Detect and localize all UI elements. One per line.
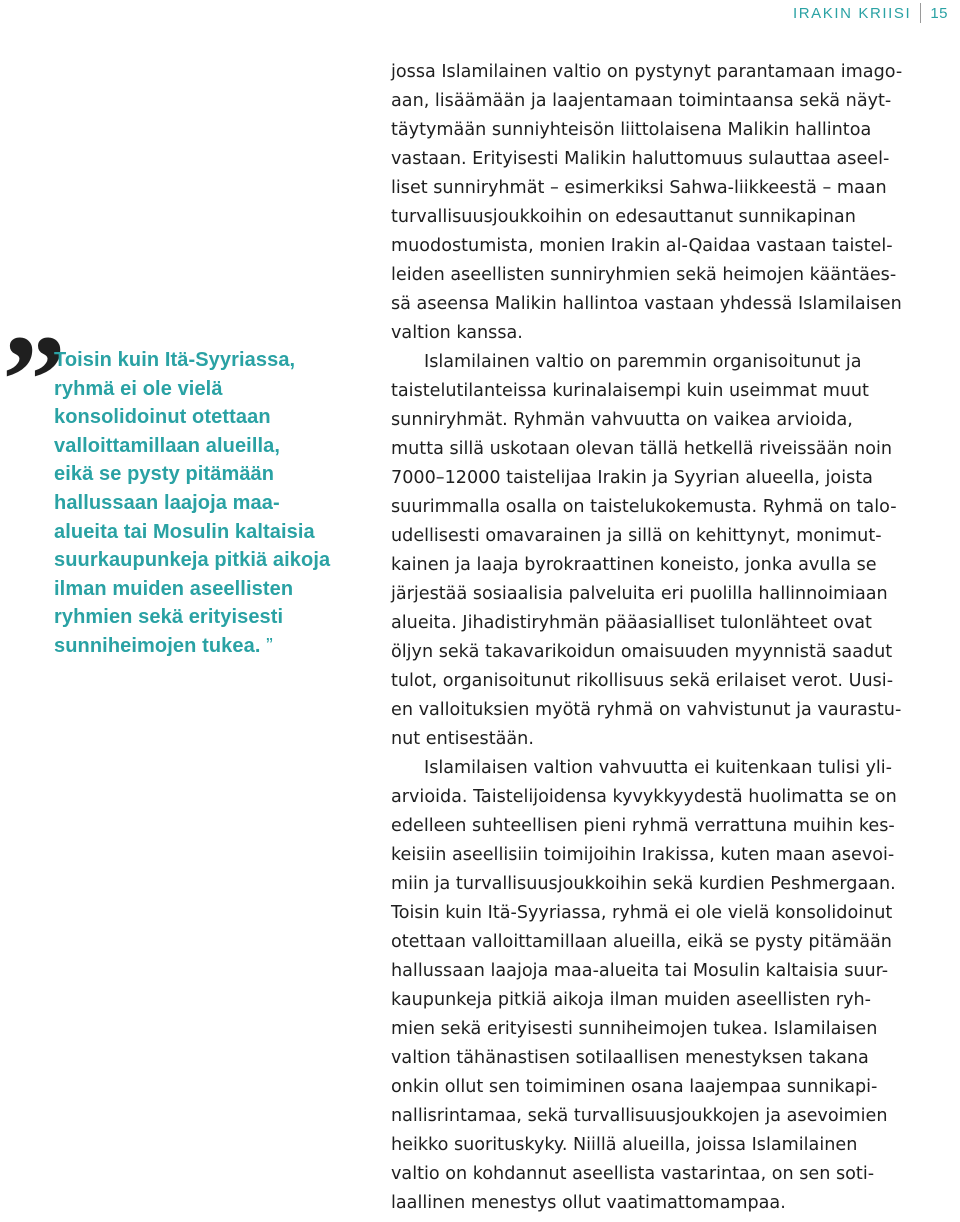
closing-quote-mark: ” xyxy=(266,634,273,657)
body-line: mien sekä erityisesti sunniheimojen tukea. Islamilaisen xyxy=(391,1019,878,1039)
body-line: nut entisestään. xyxy=(391,729,534,749)
pull-quote-line: hallussaan laajoja maa- xyxy=(54,491,280,514)
pull-quote-line: ilman muiden aseellisten xyxy=(54,577,294,600)
body-line: järjestää sosiaalisia palveluita eri puolilla hallinnoimiaan xyxy=(391,584,888,604)
body-line: valtio on kohdannut aseellista vastarintaa, on sen soti- xyxy=(391,1164,875,1184)
body-line: leiden aseellisten sunniryhmien sekä heimojen kääntäes- xyxy=(391,265,897,285)
body-line: aan, lisäämään ja laajentamaan toimintaansa sekä näyt- xyxy=(391,91,892,111)
body-line: jossa Islamilainen valtio on pystynyt parantamaan imago- xyxy=(391,62,903,82)
body-line: nallisrintamaa, sekä turvallisuusjoukkojen ja asevoimien xyxy=(391,1106,888,1126)
section-title: IRAKIN KRIISI xyxy=(792,4,912,22)
pull-quote-line xyxy=(54,632,374,661)
body-line: tulot, organisoitunut rikollisuus sekä erilaiset verot. Uusi- xyxy=(391,671,894,691)
body-line: sunniryhmät. Ryhmän vahvuutta on vaikea arvioida, xyxy=(391,410,853,430)
pull-quote-line: ryhmien sekä erityisesti xyxy=(54,606,284,629)
body-line: keisiin aseellisiin toimijoihin Irakissa, kuten maan asevoi- xyxy=(391,845,895,865)
pull-quote-line: suurkaupunkeja pitkiä aikoja xyxy=(54,549,331,572)
pull-quote-line: Toisin kuin Itä-Syyriassa, xyxy=(54,349,296,371)
pull-quote-line: eikä se pysty pitämään xyxy=(54,463,275,486)
header-divider xyxy=(920,3,921,23)
body-line: liset sunniryhmät – esimerkiksi Sahwa-liikkeestä – maan xyxy=(391,178,887,198)
body-line: valtion kanssa. xyxy=(391,323,523,343)
body-line: Toisin kuin Itä-Syyriassa, ryhmä ei ole vielä konsolidoinut xyxy=(391,903,893,923)
body-line: täytymään sunniyhteisön liittolaisena Malikin hallintoa xyxy=(391,120,872,140)
body-line: kaupunkeja pitkiä aikoja ilman muiden aseellisten ryh- xyxy=(391,990,871,1010)
body-line: vastaan. Erityisesti Malikin haluttomuus sulauttaa aseel- xyxy=(391,149,890,169)
body-line: Islamilaisen valtion vahvuutta ei kuitenkaan tulisi yli- xyxy=(424,758,893,778)
body-text xyxy=(391,58,951,1218)
body-line: otettaan valloittamillaan alueilla, eikä se pysty pitämään xyxy=(391,932,892,952)
body-line: miin ja turvallisuusjoukkoihin sekä kurdien Peshmergaan. xyxy=(391,874,896,894)
body-line: heikko suorituskyky. Niillä alueilla, joissa Islamilainen xyxy=(391,1135,858,1155)
body-line: Islamilainen valtio on paremmin organisoitunut ja xyxy=(424,352,862,372)
body-line: 7000–12000 taistelijaa Irakin ja Syyrian alueella, joista xyxy=(391,468,873,488)
pull-quote xyxy=(54,346,374,661)
body-line: en valloituksien myötä ryhmä on vahvistunut ja vaurastu- xyxy=(391,700,902,720)
body-line: mutta sillä uskotaan olevan tällä hetkellä riveissään noin xyxy=(391,439,893,459)
body-line: laallinen menestys ollut vaatimattomampaa. xyxy=(391,1193,786,1213)
body-line: öljyn sekä takavarikoidun omaisuuden myynnistä saadut xyxy=(391,642,893,662)
pull-quote-last-text: sunniheimojen tukea. xyxy=(54,634,261,657)
pull-quote-line: ryhmä ei ole vielä xyxy=(54,377,223,400)
body-line: kainen ja laaja byrokraattinen koneisto, jonka avulla se xyxy=(391,555,877,575)
pull-quote-line: valloittamillaan alueilla, xyxy=(54,434,281,457)
body-line: taistelutilanteissa kurinalaisempi kuin useimmat muut xyxy=(391,381,869,401)
body-line: muodostumista, monien Irakin al-Qaidaa vastaan taistel- xyxy=(391,236,893,256)
body-line: valtion tähänastisen sotilaallisen menestyksen takana xyxy=(391,1048,869,1068)
body-line: arvioida. Taistelijoidensa kyvykkyydestä huolimatta se on xyxy=(391,787,897,807)
body-line: edelleen suhteellisen pieni ryhmä verrattuna muihin kes- xyxy=(391,816,895,836)
quote-mark-icon: ” xyxy=(2,309,60,451)
body-line: suurimmalla osalla on taistelukokemusta. Ryhmä on talo- xyxy=(391,497,897,517)
body-line: turvallisuusjoukkoihin on edesauttanut sunnikapinan xyxy=(391,207,856,227)
running-header xyxy=(793,1,948,25)
body-line: hallussaan laajoja maa-alueita tai Mosulin kaltaisia suur- xyxy=(391,961,889,981)
pull-quote-line: alueita tai Mosulin kaltaisia xyxy=(54,520,315,543)
pull-quote-line: konsolidoinut otettaan xyxy=(54,406,271,429)
body-line: onkin ollut sen toimiminen osana laajempaa sunnikapi- xyxy=(391,1077,878,1097)
body-line: sä aseensa Malikin hallintoa vastaan yhdessä Islamilaisen xyxy=(391,294,902,314)
body-line: udellisesti omavarainen ja sillä on kehittynyt, monimut- xyxy=(391,526,882,546)
page-number: 15 xyxy=(930,4,948,22)
body-line: alueita. Jihadistiryhmän pääasialliset tulonlähteet ovat xyxy=(391,613,872,633)
